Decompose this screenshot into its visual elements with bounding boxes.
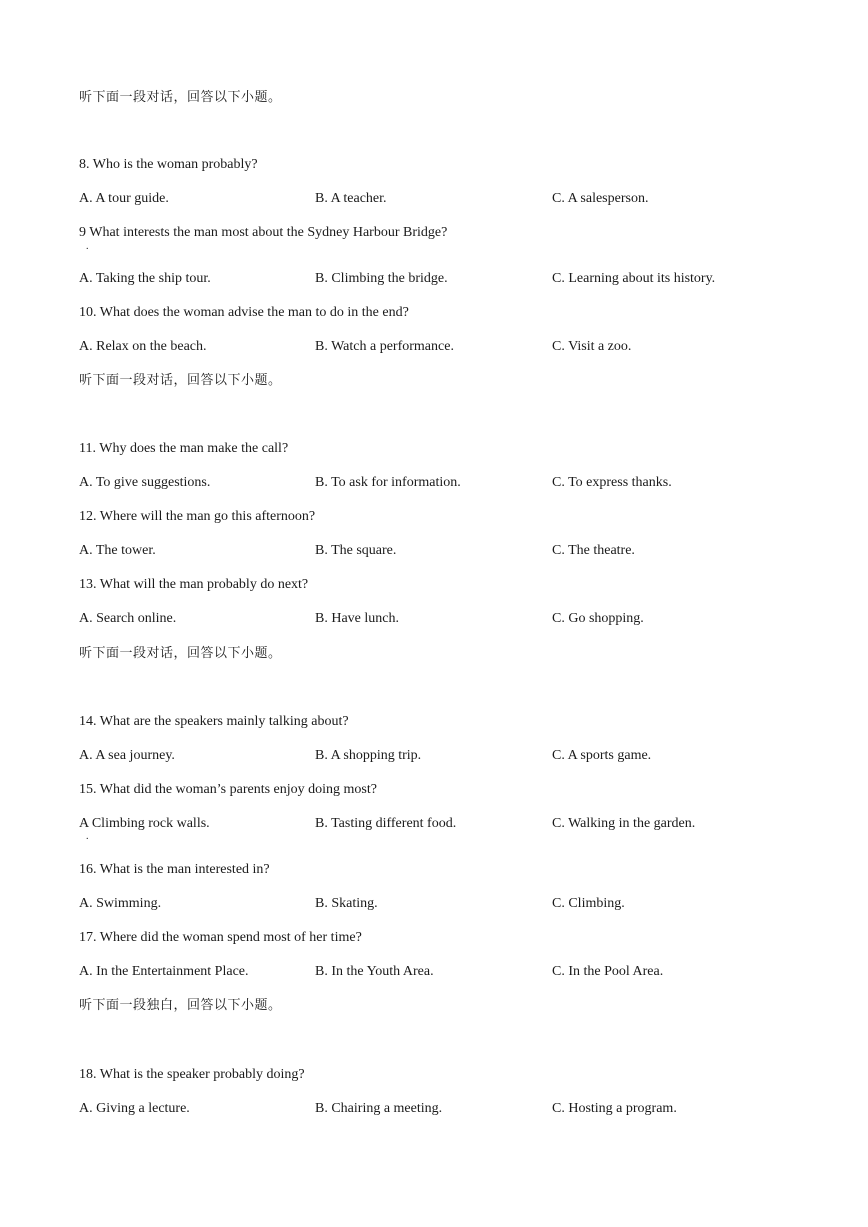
options-row (0, 896, 868, 912)
option-b: B. Have lunch. (315, 611, 399, 626)
option-b: B. Climbing the bridge. (315, 271, 448, 286)
question-stem: 16. What is the man interested in? (79, 862, 270, 877)
options-row (0, 611, 868, 627)
options-row (0, 543, 868, 559)
option-c: C. Go shopping. (552, 611, 644, 626)
question-stem: 10. What does the woman advise the man to do in the end? (79, 305, 409, 320)
option-c: C. The theatre. (552, 543, 635, 558)
question-stem: 8. Who is the woman probably? (79, 157, 258, 172)
option-c: C. To express thanks. (552, 475, 672, 490)
option-b: B. A shopping trip. (315, 748, 422, 763)
option-a: A. Search online. (79, 611, 177, 626)
option-c: C. Learning about its history. (552, 271, 716, 286)
option-c: C. Visit a zoo. (552, 339, 632, 354)
question-stem: 13. What will the man probably do next? (79, 577, 309, 592)
section-instruction: 听下面一段对话，回答以下小题。 (79, 646, 282, 661)
option-b: B. In the Youth Area. (315, 964, 434, 979)
question-stem: 14. What are the speakers mainly talking about? (79, 714, 349, 729)
options-row (0, 816, 868, 832)
options-row (0, 191, 868, 207)
option-a: A. Giving a lecture. (79, 1101, 190, 1116)
options-row (0, 1101, 868, 1117)
question-stem: 17. Where did the woman spend most of her time? (79, 930, 362, 945)
option-c: C. A sports game. (552, 748, 652, 763)
option-a: A. To give suggestions. (79, 475, 211, 490)
option-a: A. A sea journey. (79, 748, 175, 763)
stray-dot-mark: . (86, 241, 89, 252)
question-stem: 12. Where will the man go this afternoon? (79, 509, 316, 524)
option-c: C. In the Pool Area. (552, 964, 664, 979)
option-a: A. Swimming. (79, 896, 162, 911)
option-b: B. Tasting different food. (315, 816, 457, 831)
option-a: A. The tower. (79, 543, 156, 558)
section-instruction: 听下面一段对话，回答以下小题。 (79, 90, 282, 105)
options-row (0, 339, 868, 355)
option-c: C. Climbing. (552, 896, 625, 911)
option-b: B. The square. (315, 543, 397, 558)
option-a: A. Taking the ship tour. (79, 271, 211, 286)
options-row (0, 964, 868, 980)
option-a: A Climbing rock walls. (79, 816, 210, 831)
option-b: B. A teacher. (315, 191, 387, 206)
section-instruction: 听下面一段独白，回答以下小题。 (79, 998, 282, 1013)
option-a: A. In the Entertainment Place. (79, 964, 249, 979)
section-instruction: 听下面一段对话，回答以下小题。 (79, 373, 282, 388)
option-b: B. Watch a performance. (315, 339, 454, 354)
question-stem: 15. What did the woman’s parents enjoy doing most? (79, 782, 377, 797)
options-row (0, 271, 868, 287)
options-row (0, 748, 868, 764)
question-stem: 11. Why does the man make the call? (79, 441, 289, 456)
option-b: B. Chairing a meeting. (315, 1101, 443, 1116)
options-row (0, 475, 868, 491)
stray-dot-mark: . (86, 831, 89, 842)
option-c: C. Walking in the garden. (552, 816, 696, 831)
option-b: B. To ask for information. (315, 475, 461, 490)
question-stem: 18. What is the speaker probably doing? (79, 1067, 305, 1082)
option-a: A. Relax on the beach. (79, 339, 207, 354)
option-a: A. A tour guide. (79, 191, 169, 206)
option-b: B. Skating. (315, 896, 378, 911)
question-stem: 9 What interests the man most about the Sydney Harbour Bridge? (79, 225, 448, 240)
option-c: C. Hosting a program. (552, 1101, 677, 1116)
option-c: C. A salesperson. (552, 191, 649, 206)
